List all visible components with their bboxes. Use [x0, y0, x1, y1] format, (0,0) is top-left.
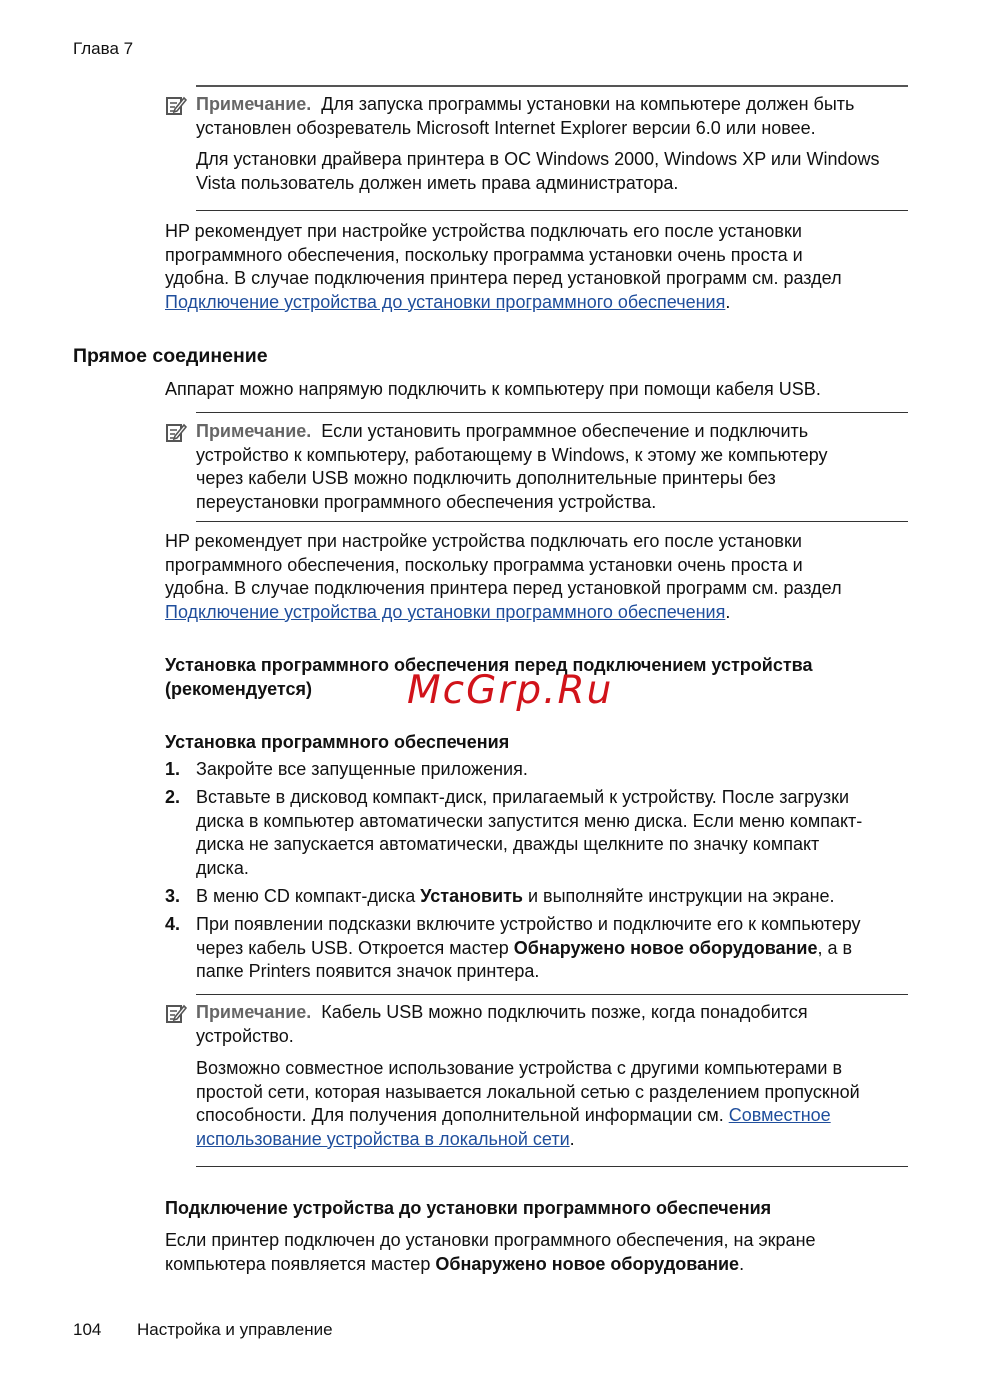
subsection-heading	[165, 731, 509, 755]
text: Аппарат можно напрямую подключить к компьютеру при помощи кабеля USB.	[165, 379, 821, 399]
text-line	[196, 857, 862, 881]
text: В меню CD компакт-диска	[196, 886, 421, 906]
cross-reference-link[interactable]: Совместное	[728, 1105, 831, 1125]
text: программного обеспечения, поскольку программа установки очень проста и	[165, 554, 803, 575]
text: диска в компьютер автоматически запустится меню диска. Если меню компакт-	[196, 810, 863, 831]
divider	[196, 1166, 908, 1167]
text: HP рекомендует при настройке устройства подключать его после установки	[165, 531, 802, 551]
text: устройство.	[196, 1025, 294, 1046]
text-line	[196, 810, 862, 834]
text: установлен обозреватель Microsoft Internet Explorer версии 6.0 или новее.	[196, 117, 816, 138]
text-line	[196, 467, 828, 491]
text: Для запуска программы установки на компьютере должен быть	[311, 94, 855, 114]
bold-text: Установка программного обеспечения перед подключением устройства	[165, 655, 813, 675]
text: .	[725, 291, 731, 312]
section-heading: Прямое соединение	[73, 345, 268, 367]
text-line	[196, 172, 880, 196]
text: удобна. В случае подключения принтера перед установкой программ см. раздел	[165, 268, 842, 288]
text-line	[165, 1253, 816, 1277]
text: Если установить программное обеспечение и подключить	[311, 421, 809, 441]
step-text	[196, 885, 835, 909]
text-line	[165, 554, 842, 578]
text-line	[165, 220, 842, 244]
page-number: 104	[73, 1320, 102, 1339]
text-line	[196, 1001, 808, 1025]
text-line	[196, 885, 835, 909]
chapter-header: Глава 7	[73, 39, 134, 58]
text-line	[165, 530, 842, 554]
text-line	[196, 93, 854, 117]
text-line	[196, 758, 528, 782]
text-line	[196, 420, 828, 444]
text-line	[165, 577, 842, 601]
text-line	[196, 913, 861, 937]
text-line	[196, 937, 861, 961]
step-text	[196, 786, 862, 880]
note-text	[196, 1001, 808, 1048]
text-line	[165, 731, 509, 755]
text: При появлении подсказки включите устройство и подключите его к компьютеру	[196, 914, 861, 934]
text-line	[165, 601, 842, 625]
step-number: 3.	[165, 886, 181, 906]
text: через кабели USB можно подключить дополнительные принтеры без	[196, 468, 776, 488]
text: Закройте все запущенные приложения.	[196, 759, 528, 779]
text-line	[196, 1081, 860, 1105]
note-label: Примечание.	[196, 421, 312, 441]
text-line	[196, 1025, 808, 1049]
text: Кабель USB можно подключить позже, когда понадобится	[311, 1002, 808, 1022]
bold-text: Установка программного обеспечения	[165, 732, 510, 752]
step-number: 4.	[165, 914, 181, 934]
text-line	[196, 1128, 860, 1152]
cross-reference-link[interactable]: использование устройства в локальной сети	[196, 1128, 570, 1149]
text: компьютера появляется мастер	[165, 1253, 436, 1274]
text: удобна. В случае подключения принтера перед установкой программ см. раздел	[165, 578, 842, 598]
text: .	[739, 1253, 745, 1274]
text: HP рекомендует при настройке устройства подключать его после установки	[165, 221, 802, 241]
text-line	[196, 444, 828, 468]
bold-text: Обнаружено новое оборудование	[435, 1253, 740, 1274]
text-line	[165, 1229, 816, 1253]
note-icon	[165, 421, 187, 443]
text: простой сети, которая называется локальной сетью с разделением пропускной	[196, 1081, 860, 1102]
text: программного обеспечения, поскольку программа установки очень проста и	[165, 244, 803, 265]
text: Возможно совместное использование устройства с другими компьютерами в	[196, 1058, 843, 1078]
text: устройство к компьютеру, работающему в Windows, к этому же компьютеру	[196, 444, 828, 465]
note-label: Примечание.	[196, 1002, 312, 1022]
note-text	[196, 420, 828, 514]
note-icon	[165, 94, 187, 116]
note-icon	[165, 1002, 187, 1024]
paragraph	[165, 530, 842, 624]
text: папке Printers появится значок принтера.	[196, 961, 540, 981]
step-number: 1.	[165, 759, 181, 779]
text-line	[165, 1197, 771, 1221]
text: Для установки драйвера принтера в ОС Windows 2000, Windows XP или Windows	[196, 149, 880, 169]
text-line	[196, 1104, 860, 1128]
text: .	[569, 1128, 575, 1149]
paragraph	[165, 378, 821, 402]
text: и выполняйте инструкции на экране.	[523, 886, 835, 906]
text-line	[196, 491, 828, 515]
bold-text: (рекомендуется)	[165, 678, 313, 699]
text: Если принтер подключен до установки программного обеспечения, на экране	[165, 1230, 816, 1250]
text-line	[196, 117, 854, 141]
text: Вставьте в дисковод компакт-диск, прилагаемый к устройству. После загрузки	[196, 787, 850, 807]
paragraph	[165, 1229, 816, 1276]
text: , а в	[817, 937, 853, 958]
divider	[196, 412, 908, 413]
step-text	[196, 913, 861, 984]
watermark: McGrp.Ru	[407, 668, 614, 713]
divider	[196, 85, 908, 87]
divider	[196, 210, 908, 211]
divider	[196, 521, 908, 522]
text: переустановки программного обеспечения устройства.	[196, 491, 657, 512]
text: диска не запускается автоматически, дважды щелкните по значку компакт	[196, 834, 820, 854]
text-line	[196, 1057, 860, 1081]
note-text	[196, 93, 854, 140]
text-line	[196, 960, 861, 984]
text-line	[165, 291, 842, 315]
bold-text: Установить	[420, 886, 523, 906]
text: диска.	[196, 857, 249, 878]
text-line	[165, 267, 842, 291]
footer-section: Настройка и управление	[137, 1320, 333, 1339]
step-text	[196, 758, 528, 782]
text: Vista пользователь должен иметь права администратора.	[196, 172, 679, 193]
text-line	[196, 148, 880, 172]
bold-text: Подключение устройства до установки программного обеспечения	[165, 1198, 772, 1218]
note-text	[196, 148, 880, 195]
cross-reference-link[interactable]: Подключение устройства до установки программного обеспечения	[165, 601, 726, 622]
subsection-heading	[165, 1197, 771, 1221]
note-label: Примечание.	[196, 94, 312, 114]
note-text	[196, 1057, 860, 1151]
text-line	[165, 244, 842, 268]
text: способности. Для получения дополнительной информации см.	[196, 1105, 729, 1125]
text: .	[725, 601, 731, 622]
text-line	[196, 833, 862, 857]
cross-reference-link[interactable]: Подключение устройства до установки программного обеспечения	[165, 291, 726, 312]
text-line	[196, 786, 862, 810]
bold-text: Обнаружено новое оборудование	[513, 937, 818, 958]
text: через кабель USB. Откроется мастер	[196, 937, 514, 958]
divider	[196, 994, 908, 995]
text-line	[165, 378, 821, 402]
step-number: 2.	[165, 787, 181, 807]
paragraph	[165, 220, 842, 314]
